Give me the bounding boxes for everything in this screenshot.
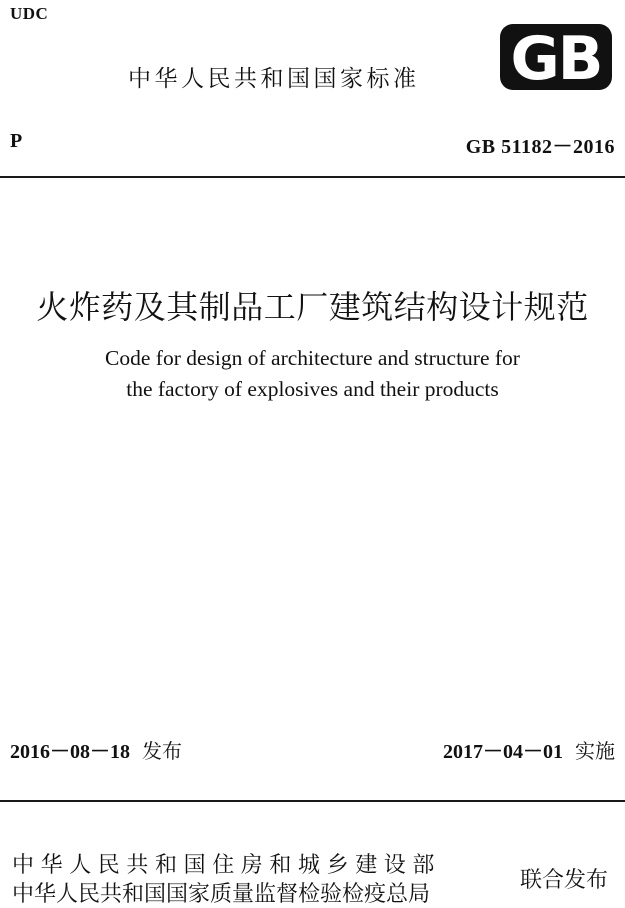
bottom-divider <box>0 800 625 802</box>
title-chinese: 火炸药及其制品工厂建筑结构设计规范 <box>36 288 589 326</box>
issue-label: 发布 <box>142 739 182 763</box>
title-english <box>0 343 625 405</box>
issuer-ministry-housing: 中华人民共和国住房和城乡建设部 <box>12 853 442 878</box>
national-standard-heading: 中华人民共和国国家标准 <box>128 66 420 92</box>
gb-logo-text: GB <box>510 24 602 92</box>
issue-date: 2016－08－18 <box>10 741 130 763</box>
implement-label: 实施 <box>575 739 615 763</box>
gb-logo <box>498 22 614 92</box>
top-divider <box>0 176 625 178</box>
category-code: P <box>10 130 23 152</box>
title-english-line-2: the factory of explosives and their products <box>126 377 499 401</box>
title-english-line-1: Code for design of architecture and structure for <box>105 346 520 370</box>
joint-issue-label: 联合发布 <box>520 868 609 893</box>
implement-date-block <box>443 735 615 764</box>
issuer-quality-supervision: 中华人民共和国国家质量监督检验检疫总局 <box>12 882 431 907</box>
issue-date-block <box>10 735 182 764</box>
implement-date: 2017－04－01 <box>443 741 563 763</box>
standard-number: GB 51182－2016 <box>465 136 615 158</box>
udc-label: UDC <box>10 4 49 23</box>
